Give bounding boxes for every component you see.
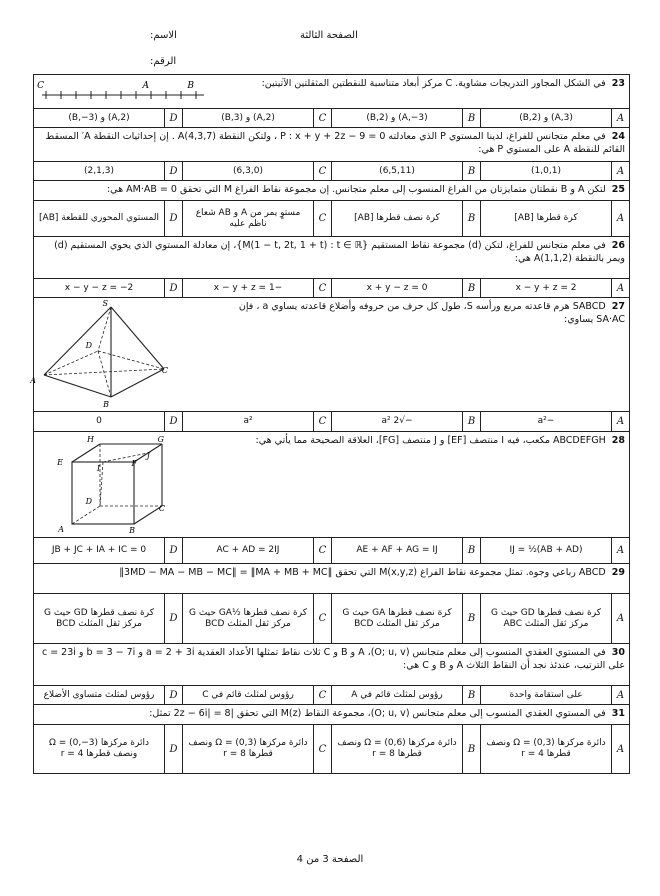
- option-b[interactable]: B (6,5,11): [331, 162, 480, 180]
- option-a[interactable]: A IJ = ½(AB + AD): [480, 538, 629, 563]
- option-a[interactable]: A (1,0,1): [480, 162, 629, 180]
- option-c[interactable]: C a²: [182, 412, 331, 431]
- question-29: 29 ABCD رباعي وجوه. تمثل مجموعة نقاط الفراغ M(x,y,z) التي تحقق ‖3MD − MA − MB − MC‖ = ‖MA + MB + MC‖: [34, 564, 629, 594]
- option-c[interactable]: C كرة نصف قطرها ½GA حيث G مركز ثقل المثلث BCD: [182, 594, 331, 643]
- question-sheet: [30, 74, 630, 774]
- options-30: [34, 686, 629, 705]
- option-b[interactable]: B دائرة مركزها Ω = (0,6) ونصف قطرها r = 8: [331, 725, 480, 773]
- option-b[interactable]: B AE + AF + AG = IJ: [331, 538, 480, 563]
- cube-label-d: D: [85, 497, 92, 506]
- name-label: الاسم:: [150, 30, 177, 41]
- ruler-label-a: A: [142, 81, 149, 91]
- ruler-figure: [38, 77, 208, 107]
- option-a[interactable]: A على استقامة واحدة: [480, 686, 629, 704]
- ruler-label-b: B: [187, 81, 194, 91]
- option-c[interactable]: C −x − y + z = 1: [182, 279, 331, 297]
- options-26: [34, 279, 629, 298]
- cube-figure: [50, 434, 190, 536]
- option-a[interactable]: A −a²: [480, 412, 629, 431]
- option-b[interactable]: B كرة نصف قطرها GA حيث G مركز ثقل المثلث BCD: [331, 594, 480, 643]
- cube-label-b: B: [129, 526, 135, 535]
- option-d[interactable]: D (A,2) و (B,−3): [34, 109, 182, 127]
- option-a[interactable]: A x − y + z = 2: [480, 279, 629, 297]
- question-31: 31 في المستوي العقدي المنسوب إلى معلم متجانس (O; u, v)، مجموعة النقاط M(z) التي تحقق |2z − 6i| = 8 تمثل:: [34, 705, 629, 725]
- number-label: الرقم:: [150, 56, 177, 67]
- question-25: 25 لتكن A و B نقطتان متمايزتان من الفراغ المنسوب إلى معلم متجانس. إن مجموعة نقاط الفراغ M التي تحقق AM·AB = 0 هي:: [34, 181, 629, 201]
- options-31: [34, 725, 629, 773]
- option-c[interactable]: C رؤوس لمثلث قائم في C: [182, 686, 331, 704]
- option-c[interactable]: C (A,2) و (B,3): [182, 109, 331, 127]
- options-25: [34, 201, 629, 237]
- question-28: 28 ABCDEFGH مكعب، فيه I منتصف [EF] و J منتصف [FG]، العلاقة الصحيحة مما يأتي هي: H G E F I J D C A B: [34, 432, 629, 538]
- page-footer: الصفحة 3 من 4: [296, 854, 364, 865]
- option-b[interactable]: B كرة نصف قطرها [AB]: [331, 201, 480, 236]
- option-a[interactable]: A (A,3) و (B,2): [480, 109, 629, 127]
- option-a[interactable]: A كرة نصف قطرها GD حيث G مركز ثقل المثلث ABC: [480, 594, 629, 643]
- option-d[interactable]: D كرة نصف قطرها GD حيث G مركز ثقل المثلث BCD: [34, 594, 182, 643]
- cube-label-i: I: [96, 464, 100, 473]
- cube-label-j: J: [146, 451, 150, 460]
- cube-label-c: C: [158, 504, 165, 513]
- option-d[interactable]: D 0: [34, 412, 182, 431]
- option-b[interactable]: B x + y − z = 0: [331, 279, 480, 297]
- option-c[interactable]: C AC + AD = 2IJ: [182, 538, 331, 563]
- pyramid-label-b: B: [103, 400, 109, 409]
- option-d[interactable]: D المستوي المحوري للقطعة [AB]: [34, 201, 182, 236]
- option-c[interactable]: C دائرة مركزها Ω = (0,3) ونصف قطرها r = 8: [182, 725, 331, 773]
- option-d[interactable]: D (2,1,3): [34, 162, 182, 180]
- pyramid-figure: [30, 299, 186, 409]
- pyramid-label-c: C: [161, 366, 168, 375]
- pyramid-label-d: D: [85, 341, 92, 350]
- option-c[interactable]: C (6,3,0): [182, 162, 331, 180]
- option-d[interactable]: D x − y − z = −2: [34, 279, 182, 297]
- cube-label-f: F: [131, 459, 137, 468]
- option-d[interactable]: D رؤوس لمثلث متساوي الأضلاع: [34, 686, 182, 704]
- page-label: الصفحة الثالثة: [300, 30, 358, 41]
- question-24: 24 في معلم متجانس للفراغ، لدينا المستوي P الذي معادلته P : x + y + 2z − 9 = 0 ، ولتكن النقطة A(4,3,7) . إن إحداثيات النقطة A′ المسقط القائم للنقطة A على المستوي P هي:: [34, 128, 629, 162]
- question-26: 26 في معلم متجانس للفراغ، لتكن (d) مجموعة نقاط المستقيم {M(1 − t, 2t, 1 + t) : t ∈ ℝ}، إن معادلة المستوي الذي يحوي المستقيم (d) ويمر بالنقطة A(1,1,2) هي:: [34, 237, 629, 279]
- options-24: [34, 162, 629, 181]
- option-b[interactable]: B رؤوس لمثلث قائم في A: [331, 686, 480, 704]
- option-a[interactable]: A دائرة مركزها Ω = (0,3) ونصف قطرها r = 4: [480, 725, 629, 773]
- options-28: [34, 538, 629, 564]
- option-b[interactable]: B (A,−3) و (B,2): [331, 109, 480, 127]
- cube-label-e: E: [57, 458, 63, 467]
- option-d[interactable]: D دائرة مركزها Ω = (0,−3) ونصف قطرها r = 4: [34, 725, 182, 773]
- options-27: [34, 412, 629, 432]
- cube-label-g: G: [157, 435, 164, 444]
- pyramid-label-s: S: [102, 299, 108, 308]
- cube-label-a: A: [58, 525, 64, 534]
- ruler-label-c: C: [37, 81, 44, 91]
- option-d[interactable]: D JB + JC + IA + IC = 0: [34, 538, 182, 563]
- cube-label-h: H: [87, 435, 94, 444]
- option-b[interactable]: B −√2 a²: [331, 412, 480, 431]
- question-27: 27 SABCD هرم قاعدته مربع ورأسه S، طول كل حرف من حروفه وأضلاع قاعدته يساوي a ، فإن SA·AC يساوي: S A B C D: [34, 298, 629, 412]
- option-c[interactable]: C مستوٍ يمر من A و AB شعاع ناظم عليه: [182, 201, 331, 236]
- question-30: 30 في المستوي العقدي المنسوب إلى معلم متجانس (O; u, v)، A و B و C ثلاث نقاط تمثلها الأعداد العقدية a = 2 + 3i و b = 3 − 7i و c = 23i على الترتيب، عندئذ نجد أن النقاط الثلاث A و B و C هي:: [34, 644, 629, 686]
- options-29: [34, 594, 629, 644]
- question-23: 23 في الشكل المجاور التدريجات مشاوية. C مركز أبعاد متناسبة للنقطتين المثقلتين الآتيتين: C A B: [34, 75, 629, 109]
- options-23: [34, 109, 629, 128]
- option-a[interactable]: A كرة قطرها [AB]: [480, 201, 629, 236]
- pyramid-label-a: A: [30, 376, 36, 385]
